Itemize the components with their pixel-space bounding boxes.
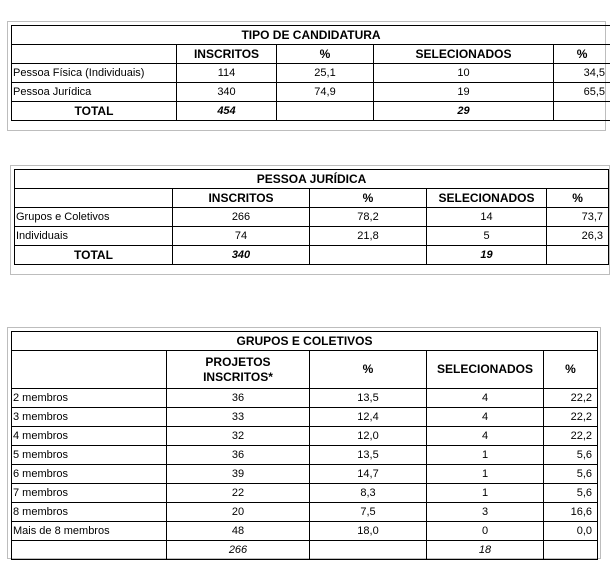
row-label: Individuais [15,227,173,246]
header-pct: % [310,351,427,389]
row-label: 2 membros [12,389,167,408]
table-row [15,208,609,227]
cell-pct: 5,6 [544,446,598,465]
cell-selecionados: 1 [427,484,544,503]
cell-pct: 74,9 [277,83,374,102]
table-row [12,522,598,541]
cell-inscritos: 20 [167,503,310,522]
total-inscritos: 454 [177,102,277,121]
total-blank [547,246,609,265]
cell-inscritos: 48 [167,522,310,541]
row-label: Pessoa Física (Individuais) [12,64,177,83]
cell-inscritos: 32 [167,427,310,446]
cell-inscritos: 22 [167,484,310,503]
cell-pct: 21,8 [310,227,427,246]
tipo-candidatura-table [11,25,610,121]
row-label: 4 membros [12,427,167,446]
header-selecionados: SELECIONADOS [427,189,547,208]
grupos-coletivos-frame [7,327,601,559]
total-blank [554,102,610,121]
cell-selecionados: 1 [427,465,544,484]
row-label: Mais de 8 membros [12,522,167,541]
cell-pct: 25,1 [277,64,374,83]
cell-pct: 22,2 [544,408,598,427]
cell-selecionados: 4 [427,389,544,408]
header-blank [15,189,173,208]
cell-pct: 0,0 [544,522,598,541]
cell-inscritos: 266 [173,208,310,227]
cell-pct: 34,5 [554,64,610,83]
header-selecionados: SELECIONADOS [374,45,554,64]
cell-pct: 8,3 [310,484,427,503]
cell-pct: 5,6 [544,484,598,503]
total-blank [544,541,598,560]
cell-pct: 7,5 [310,503,427,522]
table-row [12,503,598,522]
cell-pct: 73,7 [547,208,609,227]
cell-selecionados: 5 [427,227,547,246]
header-inscritos: INSCRITOS [177,45,277,64]
cell-selecionados: 1 [427,446,544,465]
cell-selecionados: 4 [427,408,544,427]
header-selecionados: SELECIONADOS [427,351,544,389]
cell-inscritos: 114 [177,64,277,83]
cell-inscritos: 74 [173,227,310,246]
total-label: TOTAL [15,246,173,265]
table-row [12,446,598,465]
header-blank [12,351,167,389]
total-label: TOTAL [12,102,177,121]
total-inscritos: 340 [173,246,310,265]
row-label: 8 membros [12,503,167,522]
cell-pct: 5,6 [544,465,598,484]
pessoa-juridica-frame [10,165,610,275]
header-pct: % [277,45,374,64]
total-blank [310,246,427,265]
total-blank [12,541,167,560]
total-blank [310,541,427,560]
table-row [15,227,609,246]
cell-pct: 78,2 [310,208,427,227]
total-row [12,102,610,121]
cell-inscritos: 36 [167,389,310,408]
cell-selecionados: 0 [427,522,544,541]
table-title: TIPO DE CANDIDATURA [12,26,610,45]
table-row [12,484,598,503]
cell-selecionados: 14 [427,208,547,227]
total-blank [277,102,374,121]
header-pct: % [544,351,598,389]
table-row [12,408,598,427]
row-label: 3 membros [12,408,167,427]
cell-selecionados: 19 [374,83,554,102]
cell-selecionados: 3 [427,503,544,522]
cell-inscritos: 340 [177,83,277,102]
header-inscritos: INSCRITOS [173,189,310,208]
header-blank [12,45,177,64]
table-row [12,465,598,484]
row-label: 5 membros [12,446,167,465]
cell-pct: 14,7 [310,465,427,484]
grupos-coletivos-table [11,331,598,560]
cell-pct: 13,5 [310,446,427,465]
header-pct: % [547,189,609,208]
cell-pct: 16,6 [544,503,598,522]
cell-pct: 12,4 [310,408,427,427]
row-label: 7 membros [12,484,167,503]
table-row [12,427,598,446]
total-selecionados: 29 [374,102,554,121]
cell-pct: 18,0 [310,522,427,541]
total-inscritos: 266 [167,541,310,560]
table-title: PESSOA JURÍDICA [15,170,609,189]
table-row [12,64,610,83]
table-row [12,83,610,102]
cell-selecionados: 4 [427,427,544,446]
cell-pct: 12,0 [310,427,427,446]
total-selecionados: 18 [427,541,544,560]
cell-pct: 22,2 [544,427,598,446]
header-projetos-inscritos: PROJETOS INSCRITOS* [167,351,310,389]
pessoa-juridica-table [14,169,609,265]
header-pct: % [554,45,610,64]
row-label: 6 membros [12,465,167,484]
total-row [15,246,609,265]
cell-selecionados: 10 [374,64,554,83]
row-label: Pessoa Jurídica [12,83,177,102]
cell-pct: 65,5 [554,83,610,102]
cell-pct: 26,3 [547,227,609,246]
cell-pct: 13,5 [310,389,427,408]
cell-inscritos: 33 [167,408,310,427]
cell-inscritos: 39 [167,465,310,484]
table-row [12,389,598,408]
cell-inscritos: 36 [167,446,310,465]
table-title: GRUPOS E COLETIVOS [12,332,598,351]
row-label: Grupos e Coletivos [15,208,173,227]
total-selecionados: 19 [427,246,547,265]
cell-pct: 22,2 [544,389,598,408]
tipo-candidatura-frame [7,21,606,131]
total-row [12,541,598,560]
header-pct: % [310,189,427,208]
